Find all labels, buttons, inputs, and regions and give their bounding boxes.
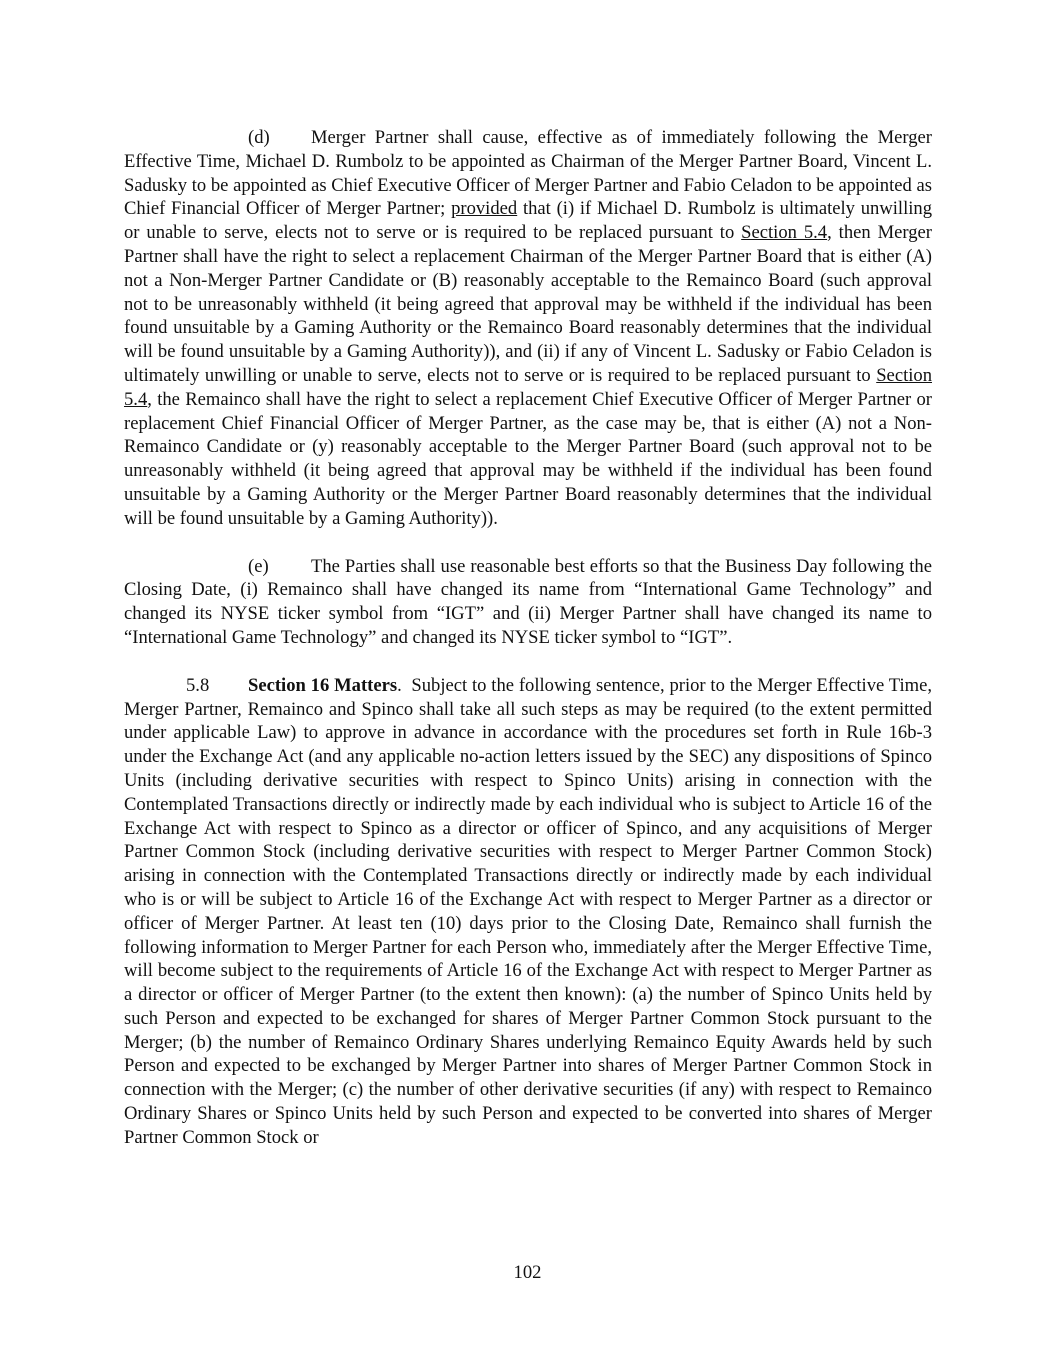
paragraph-d-label: (d) [248, 127, 270, 148]
paragraph-d-text-2: that (i) if Michael D. Rumbolz is ultimately unwilling or unable to serve, elects not to serve or is required to be replaced pursuant to [124, 198, 932, 244]
section-5-4-reference-2: Section 5.4 [124, 364, 932, 410]
section-5-4-reference-1: Section 5.4 [741, 222, 828, 244]
section-5-8-heading-period: . [397, 674, 402, 696]
section-5-8-number: 5.8 [186, 674, 210, 696]
paragraph-d [124, 126, 932, 531]
paragraph-d-text-4: , the Remainco shall have the right to select a replacement Chief Executive Officer of Merger Partner or replacement Chief Financial Officer of Merger Partner, as the case may be, that is either (A) not a Non-Remainco Candidate or (y) reasonably acceptable to the Merger Partner Board (such approval not to be unreasonably withheld (it being agreed that approval may be withheld if the individual has been found unsuitable by a Gaming Authority or the Merger Partner Board reasonably determines that the individual will be found unsuitable by a Gaming Authority)). [124, 388, 932, 529]
page-body [124, 126, 937, 1150]
paragraph-e-text: The Parties shall use reasonable best efforts so that the Business Day following the Closing Date, (i) Remainco shall have changed its name from “International Game Technology” and changed its NYSE ticker symbol from “IGT” and (ii) Merger Partner shall have changed its name to “International Game Technology” and changed its NYSE ticker symbol to “IGT”. [124, 555, 932, 648]
section-5-8-paragraph [124, 674, 937, 1150]
section-5-8-heading: Section 16 Matters [248, 674, 398, 696]
page-number: 102 [513, 1262, 542, 1283]
provided-term: provided [451, 198, 518, 220]
section-5-8-text: Subject to the following sentence, prior to the Merger Effective Time, Merger Partner, Remainco and Spinco shall take all such steps as may be required (to the extent permitted under applicable Law) to approve in advance in accordance with the procedures set forth in Rule 16b-3 under the Exchange Act (and any applicable no-action letters issued by the SEC) any dispositions of Spinco Units (including derivative securities with respect to Spinco Units) arising in connection with the Contemplated Transactions directly or indirectly made by each individual who is subject to Article 16 of the Exchange Act with respect to Spinco as a director or officer of Spinco, and any acquisitions of Merger Partner Common Stock (including derivative securities with respect to Merger Partner Common Stock) arising in connection with the Contemplated Transactions directly or indirectly made by each individual who is or will be subject to Article 16 of the Exchange Act with respect to Merger Partner as a director or officer of Merger Partner. At least ten (10) days prior to the Closing Date, Remainco shall furnish the following information to Merger Partner for each Person who, immediately after the Merger Effective Time, will become subject to the requirements of Article 16 of the Exchange Act with respect to Merger Partner as a director or officer of Merger Partner (to the extent then known): (a) the number of Spinco Units held by such Person and expected to be exchanged for shares of Merger Partner Common Stock pursuant to the Merger; (b) the number of Remainco Ordinary Shares underlying Remainco Equity Awards held by such Person and expected to be exchanged by Merger Partner into shares of Merger Partner Common Stock in connection with the Merger; (c) the number of other derivative securities (if any) with respect to Remainco Ordinary Shares or Spinco Units held by such Person and expected to be converted into shares of Merger Partner Common Stock or [124, 674, 937, 1148]
paragraph-e [124, 555, 932, 650]
paragraph-e-label: (e) [248, 555, 269, 577]
paragraph-d-text-3: , then Merger Partner shall have the right to select a replacement Chairman of the Merger Partner Board that is either (A) not a Non-Merger Partner Candidate or (B) reasonably acceptable to the Remainco Board (such approval not to be unreasonably withheld (it being agreed that approval may be withheld if the individual has been found unsuitable by a Gaming Authority or the Remainco Board reasonably determines that the individual will be found unsuitable by a Gaming Authority)), and (ii) if any of Vincent L. Sadusky or Fabio Celadon is ultimately unwilling or unable to serve, elects not to serve or is required to be replaced pursuant to [124, 222, 932, 386]
paragraph-d-text-1: Merger Partner shall cause, effective as of immediately following the Merger Effective Time, Michael D. Rumbolz to be appointed as Chairman of the Merger Partner Board, Vincent L. Sadusky to be appointed as Chief Executive Officer of Merger Partner and Fabio Celadon to be appointed as Chief Financial Officer of Merger Partner; [124, 127, 932, 220]
